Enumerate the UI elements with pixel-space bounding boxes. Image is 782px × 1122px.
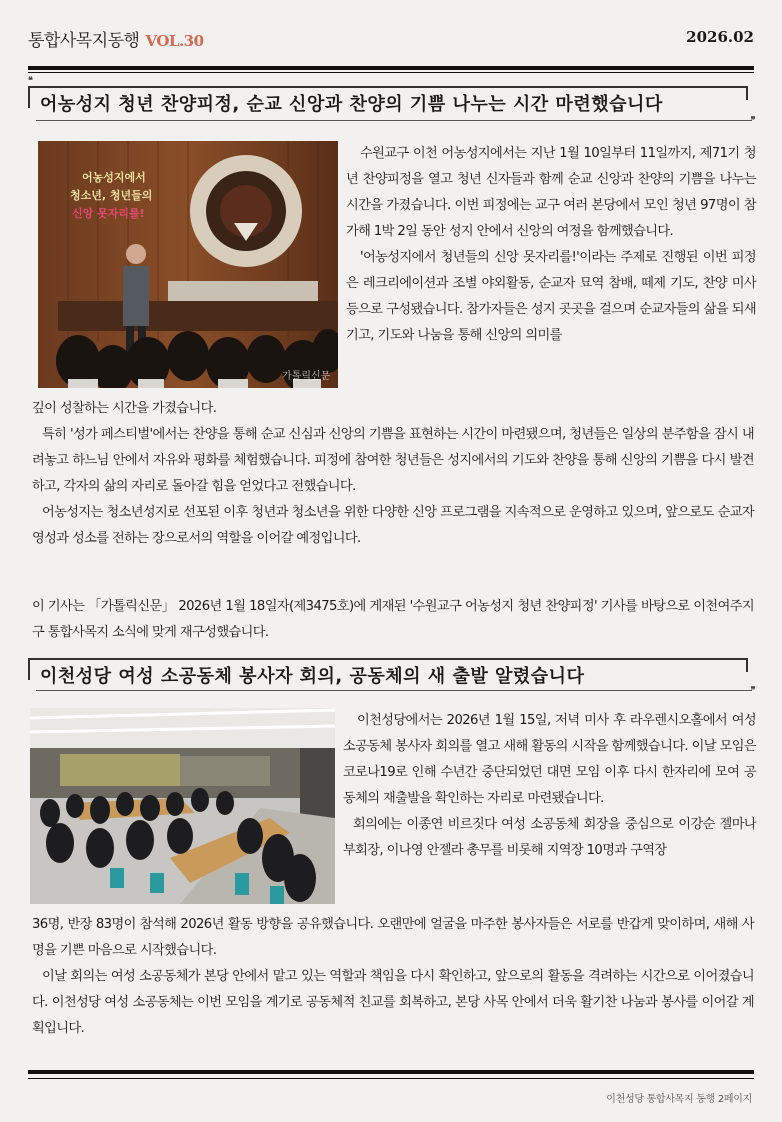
article1-headline-box — [28, 76, 756, 126]
article2-paragraph: 회의에는 이종연 비르짓다 여성 소공동체 회장을 중심으로 이강순 젤마나 부회장, 이나영 안젤라 총무를 비롯해 지역장 10명과 구역장 — [343, 817, 756, 858]
article1-body — [32, 396, 754, 552]
quote-mark-icon: ❝ — [28, 76, 34, 86]
article1-intro-column — [346, 141, 756, 349]
article1-source-note: 이 기사는 「가톨릭신문」 2026년 1월 18일자(제3475호)에 게재된 '수원교구 어농성지 청년 찬양피정' 기사를 바탕으로 이천여주지구 통합사목지 소식에 맞게 재구성했습니다. — [32, 599, 754, 640]
article2-body — [32, 912, 754, 1042]
article2-paragraph: 이날 회의는 여성 소공동체가 본당 안에서 맡고 있는 역할과 책임을 다시 확인하고, 앞으로의 활동을 격려하는 시간으로 이어졌습니다. 이천성당 여성 소공동체는 이번 모임을 계기로 공동체적 친교를 회복하고, 본당 사목 안에서 더욱 활기찬 나눔과 봉사를 이어갈 계획입니다. — [32, 969, 754, 1036]
footer-rule — [28, 1070, 754, 1074]
quote-mark-icon: ❞ — [750, 686, 756, 696]
headline-underline — [36, 120, 752, 121]
header-rule — [28, 66, 754, 70]
quote-mark-icon: ❞ — [750, 116, 756, 126]
bracket-decoration — [42, 658, 748, 660]
article2-headline: 이천성당 여성 소공동체 봉사자 회의, 공동체의 새 출발 알렸습니다 — [40, 666, 585, 687]
article1-paragraph: 어농성지는 청소년성지로 선포된 이후 청년과 청소년을 위한 다양한 신앙 프로그램을 지속적으로 운영하고 있으며, 앞으로도 순교자 영성과 성소를 전하는 장으로서의 역할을 이어갈 예정입니다. — [32, 505, 754, 546]
footer-rule-thin — [28, 1078, 754, 1079]
article1-headline: 어농성지 청년 찬양피정, 순교 신앙과 찬양의 기쁨 나누는 시간 마련했습니다 — [40, 94, 663, 115]
publication-name: 통합사목지동행 — [28, 31, 140, 51]
article1-paragraph: 수원교구 이천 어농성지에서는 지난 1월 10일부터 11일까지, 제71기 청년 찬양피정을 열고 청년 신자들과 함께 순교 신앙과 찬양의 기쁨을 나누는 시간을 가졌습니다. 이번 피정에는 교구 여러 본당에서 모인 청년 97명이 참가해 1박 2일 동안 성지 안에서 신앙의 여정을 함께했습니다. — [346, 146, 756, 239]
article2-paragraph: 36명, 반장 83명이 참석해 2026년 활동 방향을 공유했습니다. 오랜만에 얼굴을 마주한 봉사자들은 서로를 반갑게 맞이하며, 새해 사명을 기쁜 마음으로 시작했습니다. — [32, 917, 754, 958]
bracket-decoration — [746, 658, 748, 672]
bracket-decoration — [42, 86, 748, 88]
article1-photo — [38, 141, 338, 388]
article2-photo — [30, 708, 335, 904]
photo-watermark: 가톨릭신문 — [282, 371, 331, 382]
article1-paragraph: '어농성지에서 청년들의 신앙 못자리를!'이라는 주제로 진행된 이번 피정은 레크리에이션과 조별 야외활동, 순교자 묘역 참배, 떼제 기도, 찬양 미사 등으로 구성됐습니다. 참가자들은 성지 곳곳을 걸으며 순교자들의 삶을 되새기고, 기도와 나눔을 통해 신앙의 의미를 — [346, 250, 756, 343]
article1-paragraph: 특히 '성가 페스티벌'에서는 찬양을 통해 순교 신심과 신앙의 기쁨을 표현하는 시간이 마련됐으며, 청년들은 일상의 분주함을 잠시 내려놓고 하느님 안에서 자유와 평화를 체험했습니다. 피정에 참여한 청년들은 성지에서의 기도와 찬양을 통해 신앙의 기쁨을 다시 발견하고, 각자의 삶의 자리로 돌아갈 힘을 얻었다고 전했습니다. — [32, 427, 754, 494]
article2-intro-column — [343, 708, 756, 864]
volume-number: VOL.30 — [145, 32, 204, 50]
bracket-decoration — [746, 86, 748, 100]
masthead — [28, 26, 754, 54]
photo-banner-text: 어농성지에서 청소년, 청년들의 신앙 못자리를! — [70, 171, 153, 220]
article2-paragraph: 이천성당에서는 2026년 1월 15일, 저녁 미사 후 라우렌시오홀에서 여성 소공동체 봉사자 회의를 열고 새해 활동의 시작을 함께했습니다. 이날 모임은 코로나19로 인해 수년간 중단되었던 대면 모임 이후 다시 한자리에 모여 공동체의 재출발을 확인하는 자리로 마련됐습니다. — [343, 713, 756, 806]
headline-underline — [36, 690, 752, 691]
article2-headline-box — [30, 656, 756, 696]
issue-date: 2026.02 — [686, 28, 754, 46]
article1-paragraph: 깊이 성찰하는 시간을 가졌습니다. — [32, 401, 217, 416]
page-footer: 이천성당 통합사목지 동행 2페이지 — [606, 1094, 752, 1105]
publication-title — [28, 26, 204, 51]
header-rule-thin — [28, 72, 754, 73]
